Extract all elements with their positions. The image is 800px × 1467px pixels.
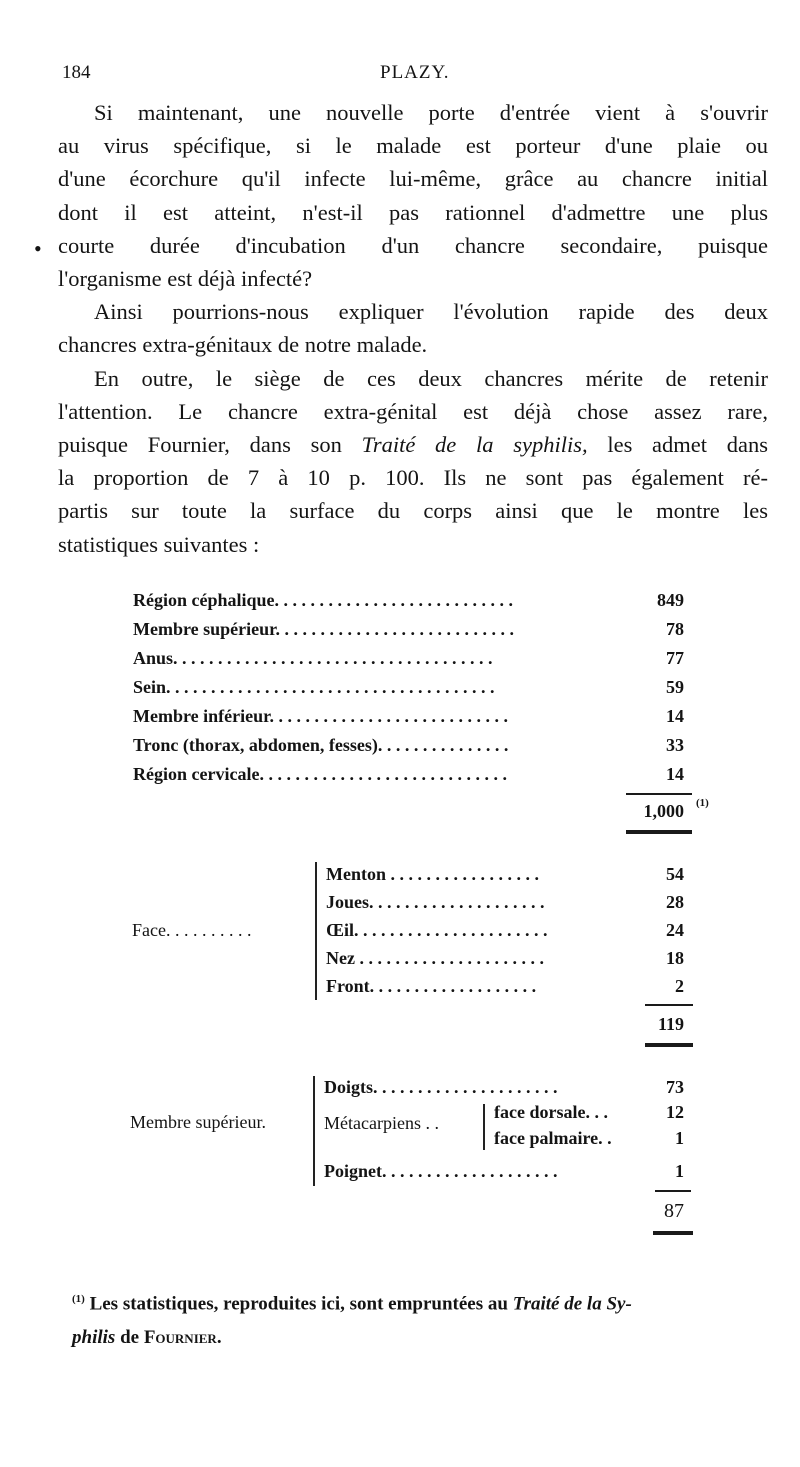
text-line: Ainsi pourrions-nous expliquer l'évolution rapide des deux [94,299,768,325]
row-label: Nez [326,948,355,968]
table-row [133,764,507,785]
text-line [58,428,768,461]
table-row: Nez . . . . . . . . . . . . . . . . . . . . . [326,948,544,968]
sum-rule [645,1004,693,1006]
text-line: partis sur toute la surface du corps ainsi que le montre les [58,498,768,524]
total-underline [645,1043,693,1047]
row-label: Poignet [324,1161,382,1181]
row-label: Sein [133,677,167,697]
group-label: Membre supérieur. [130,1112,266,1132]
footnote-book-title: Traité de la Sy- [512,1293,632,1315]
row-value: 18 [666,948,684,968]
table-row [133,619,514,640]
text-line: au virus spécifique, si le malade est porteur d'une plaie ou [58,133,768,159]
table-row: Joues. . . . . . . . . . . . . . . . . . . . [326,892,545,912]
table-row: Œil. . . . . . . . . . . . . . . . . . . . . . [326,920,548,940]
footnote-text: Les statistiques, reproduites ici, sont empruntées au [89,1293,508,1315]
row-value: 78 [666,619,684,639]
row-value: 73 [666,1077,684,1097]
text-line: la proportion de 7 à 10 p. 100. Ils ne sont pas également ré- [58,465,768,491]
table-total: 1,000 [643,801,684,821]
group-label: Face. . . . . . . . . . [132,920,252,940]
row-value: 1 [675,1128,684,1148]
footnote-text: de [120,1327,140,1349]
text-line: l'organisme est déjà infecté? [58,266,313,292]
row-value: 1 [675,1161,684,1181]
footnote-ref: (1) [696,797,709,809]
leader-dots: . . . . . . . . . . . . . . . . . . . . . . . . . . . . . . . . . . . . . [166,677,495,697]
table-row: face palmaire. . [494,1128,612,1148]
text-line: dont il est atteint, n'est-il pas rationnel d'admettre une plus [58,199,768,225]
row-value: 77 [666,648,684,668]
text-line: En outre, le siège de ces deux chancres mérite de retenir [94,365,768,391]
row-label: Région cervicale [133,764,260,784]
row-label: Menton [326,864,386,884]
leader-dots: . . . . . . . . . . . . . . . [377,735,509,755]
row-label: Œil [326,920,355,940]
row-label: Tronc (thorax, abdomen, fesses) [133,735,378,755]
row-label: Région céphalique [133,590,275,610]
text-run: les admet dans [607,432,768,458]
sum-rule [626,793,692,795]
table-row [133,590,513,611]
sum-rule [655,1190,691,1192]
row-value: 12 [666,1102,684,1122]
running-title: PLAZY. [380,62,450,83]
total-underline [626,830,692,834]
row-value: 59 [666,677,684,697]
leader-dots: . . . . . . . . . . . . . . . . . . . . . . . . . . . . [259,764,507,784]
row-value: 54 [666,864,684,884]
row-label: Métacarpiens . . [324,1113,439,1133]
left-brace [313,1076,315,1186]
row-label: Membre inférieur [133,706,270,726]
row-value: 14 [666,764,684,784]
footnote [72,1282,772,1355]
leader-dots: . . . . . . . . . . . . . . . . . . . . . . . . . . . [269,706,508,726]
row-value: 24 [666,920,684,940]
text-line: statistiques suivantes : [58,531,260,557]
text-line: courte durée d'incubation d'un chancre secondaire, puisque [58,232,768,258]
table-row [133,735,508,756]
book-title-italic: Traité de la syphilis, [361,432,588,458]
table-row: Poignet. . . . . . . . . . . . . . . . . . . . [324,1161,558,1181]
inner-brace [483,1104,485,1150]
row-value: 14 [666,706,684,726]
table-row: face dorsale. . . [494,1102,608,1122]
footnote-book-title-cont: philis [72,1327,116,1349]
row-value: 33 [666,735,684,755]
row-value: 28 [666,892,684,912]
row-label: Front [326,976,370,996]
leader-dots: . . . . . . . . . . . . . . . . . . . . . . . . . . . . . . . . . . . . [173,648,493,668]
table-row: Front. . . . . . . . . . . . . . . . . . . [326,976,537,996]
row-value: 2 [675,976,684,996]
margin-bullet: • [34,236,42,261]
row-label: Doigts [324,1077,373,1097]
page-number: 184 [62,62,91,83]
table-total: 119 [657,1014,684,1034]
table-row [133,706,508,727]
text-line: d'une écorchure qu'il infecte lui-même, grâce au chancre initial [58,166,768,192]
footnote-author: Fournier. [143,1327,222,1349]
table-total: 87 [664,1200,684,1222]
row-label: Membre supérieur [133,619,276,639]
table-row [133,677,495,698]
row-value: 849 [657,590,684,610]
table-row: Menton . . . . . . . . . . . . . . . . . [326,864,539,884]
body-text [58,96,768,561]
text-run: puisque Fournier, dans son [58,432,342,458]
table-row [324,1113,439,1134]
row-label: Joues [326,892,370,912]
text-line: l'attention. Le chancre extra-génital est déjà chose assez rare, [58,398,768,424]
left-brace [315,862,317,1000]
text-line: chancres extra-génitaux de notre malade. [58,332,428,358]
leader-dots: . . . . . . . . . . . . . . . . . . . . . . . . . . . [275,619,514,639]
total-underline [653,1231,693,1235]
text-line: Si maintenant, une nouvelle porte d'entrée vient à s'ouvrir [94,100,768,125]
row-label: Anus [133,648,174,668]
table-row: Doigts. . . . . . . . . . . . . . . . . . . . . [324,1077,558,1097]
footnote-marker: (1) [72,1293,85,1305]
leader-dots: . . . . . . . . . . . . . . . . . . . . . . . . . . . [274,590,514,610]
table-row [133,648,493,669]
